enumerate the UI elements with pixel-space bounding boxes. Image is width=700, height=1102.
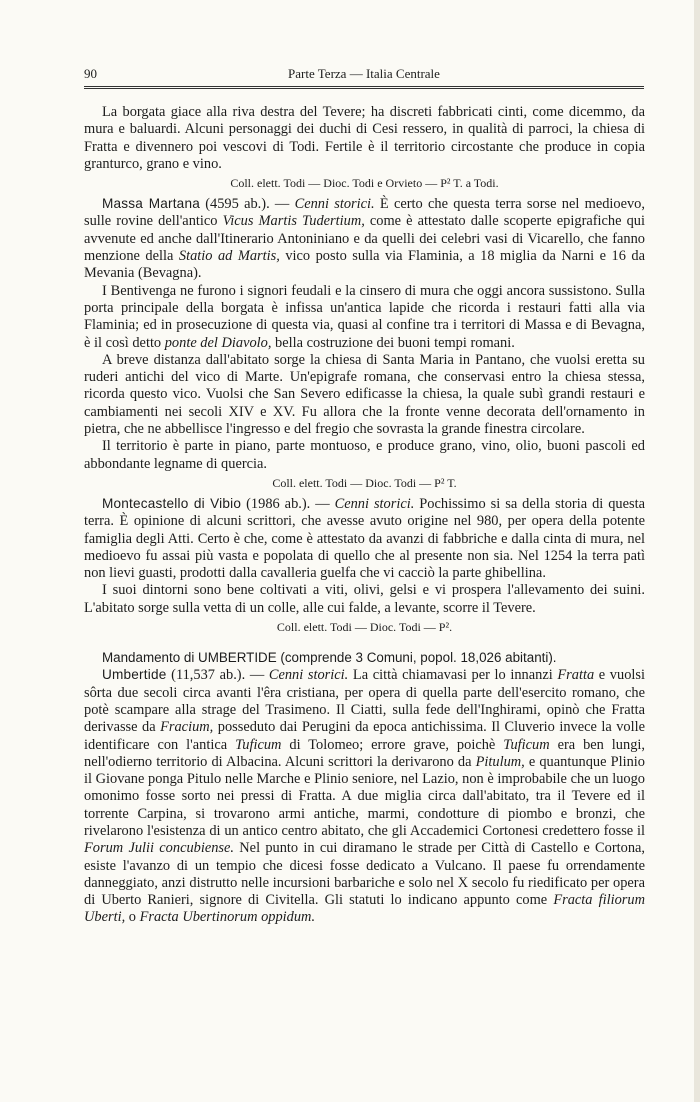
entry-umbertide: Umbertide (11,537 ab.). — Cenni storici. La città chiamavasi per lo innanzi Fratta e vuolsi sôrta due secoli circa avanti l'êra cristiana, per opera di quella parte dell'esercito romano, che potè scampare alla strage del Trasimeno. Il Ciatti, sulla fede dell'Inghirami, opinò che Fratta derivasse da Fracium, posseduto dai Perugini da epoca antichissima. Il Cluverio invece la volle identificare con l'antica Tuficum di Tolomeo; errore grave, poichè Tuficum era ben lungi, nell'odierno territorio di Albacina. Alcuni scrittori la derivarono da Pitulum, e quantunque Plinio il Giovane ponga Pitulo nelle Marche e Plinio seniore, nel Lazio, non è improbabile che un luogo omonimo fosse sorto nei pressi di Fratta. A due miglia circa dall'abitato, tra il Tevere ed il torrente Carpina, si trovarono armi antiche, marmi, condotture di piombo e bronzi, che rivelarono l'esistenza di un antico centro abitato, che gli Accademici Cortonesi credettero fosse il Forum Julii concubiense. Nel punto in cui diramano le strade per Città di Castello e Cortona, esiste l'avanzo di un tempio che dicesi fosse dedicato a Vulcano. Il paese fu orrendamente danneggiato, anzi distrutto nelle incursioni barbariche e solo nel X secolo fu riedificato per opera di Uberto Ranieri, signore di Civitella. Gli statuti lo indicano appunto come Fracta filiorum Uberti, o Fracta Ubertinorum oppidum. — [84, 667, 645, 926]
entry-title: Umbertide — [102, 667, 167, 683]
entry-montecastello: Montecastello di Vibio (1986 ab.). — Cenni storici. Pochissimo si sa della storia di questa terra. È opinione di alcuni scrittori, che avesse avuto origine nel 980, per opera della potente famiglia degli Atti. Certo è che, come è attestato da avanzi di fabbriche e dalla cinta di mura, nel medioevo fu assai più vasta e popolata di quello che al presente non sia. Nel 1254 la terra patì non lievi guasti, prodotti dalla cavalleria guelfa che vi cacciò la parte ghibellina. — [84, 495, 645, 582]
electoral-note-massa: Coll. elett. Todi — Dioc. Todi — P² T. — [272, 475, 457, 490]
paragraph-santa-maria: A breve distanza dall'abitato sorge la chiesa di Santa Maria in Pantano, che vuolsi eretta su ruderi antichi del vico di Marte. Un'epigrafe romana, che conservasi entro la chiesa stessa, ricorda questo vico. Vuolsi che San Severo edificasse la chiesa, la quale subì grandi restauri e cambiamenti nei secoli XIV e XV. Fu allora che la fronte venne decorata dell'ornamento in pietra, che ne abbellisce l'ingresso e del fregio che sovrasta la grande finestra circolare. — [84, 351, 645, 438]
entry-massa-martana: Massa Martana (4595 ab.). — Cenni storici. È certo che questa terra sorse nel medioevo, sulle rovine dell'antico Vicus Martis Tudertium, come è attestato dalle scoperte epigrafiche qui avvenute ed anche dall'Itinerario Antoniniano e da quelli dei celebri vasi di Vicarello, che fanno menzione della Statio ad Martis, vico posto sulla via Flaminia, a 18 miglia da Narni e 16 da Mevania (Bevagna). — [84, 196, 645, 282]
electoral-note-fratta: Coll. elett. Todi — Dioc. Todi e Orvieto — P² T. a Todi. — [230, 176, 499, 191]
entry-title: Massa Martana — [102, 196, 200, 212]
paragraph-dintorni: I suoi dintorni sono bene coltivati a viti, olivi, gelsi e vi prospera l'allevamento dei suini. L'abitato sorge sulla vetta di un colle, alle cui falde, a levante, scorre il Tevere. — [84, 582, 645, 616]
paragraph-territorio: Il territorio è parte in piano, parte montuoso, e produce grano, vino, olio, buoni pascoli ed abbondante legname di quercia. — [84, 438, 645, 472]
page-number: 90 — [84, 66, 97, 81]
header-rule — [84, 86, 644, 89]
entry-title: Montecastello di Vibio — [102, 495, 242, 511]
paragraph-fratta: La borgata giace alla riva destra del Tevere; ha discreti fabbricati cinti, come dicemmo, da mura e baluardi. Alcuni personaggi dei duchi di Cesi ressero, in qualità di parroci, la chiesa di Fratta e divennero poi vescovi di Todi. Fertile è il territorio circostante che produce in copia granturco, grano e vino. — [84, 104, 645, 172]
page-header — [84, 66, 644, 84]
paragraph-bentivenga: I Bentivenga ne furono i signori feudali e la cinsero di mura che oggi ancora sussistono. Sulla porta principale della borgata è infissa un'antica lapide che ricorda i restauri fatti alla via Flaminia; ed in prosecuzione di questa via, quasi al confine tra i territori di Massa e di Bevagna, è il così detto ponte del Diavolo, bella costruzione dei buoni tempi romani. — [84, 282, 645, 351]
cenni-label: Cenni storici. — [334, 495, 415, 512]
mandamento-heading: Mandamento di UMBERTIDE (comprende 3 Comuni, popol. 18,026 abitanti). — [102, 650, 557, 666]
electoral-note-montecastello: Coll. elett. Todi — Dioc. Todi — P². — [276, 620, 453, 635]
cenni-label: Cenni storici. — [268, 667, 349, 684]
page-body — [84, 104, 645, 927]
running-title: Parte Terza — Italia Centrale — [288, 66, 440, 81]
book-spine-edge — [694, 0, 700, 1102]
cenni-label: Cenni storici. — [294, 196, 375, 213]
